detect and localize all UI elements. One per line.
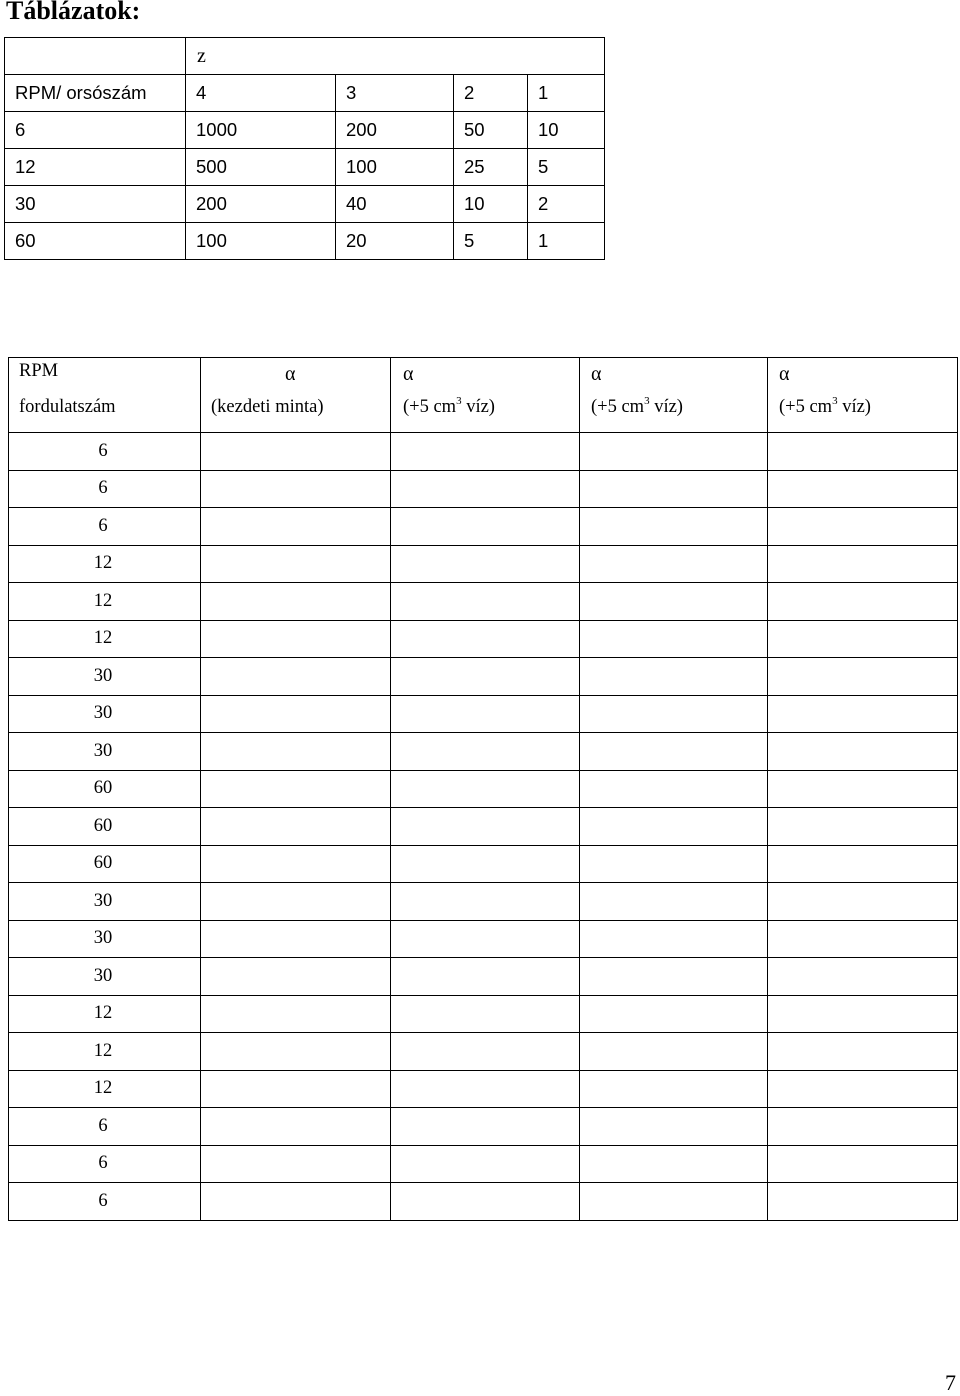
rpm-header [9, 358, 201, 433]
table-cell: 5 [528, 149, 605, 186]
table-cell: 10 [454, 186, 528, 223]
column-sublabel [403, 397, 495, 418]
table-row [9, 808, 958, 846]
alpha-entry-cell[interactable] [580, 620, 768, 658]
alpha-entry-cell[interactable] [768, 770, 958, 808]
table-row [9, 508, 958, 546]
table-row [9, 1145, 958, 1183]
alpha-entry-cell[interactable] [768, 1183, 958, 1221]
column-sublabel [591, 397, 683, 418]
alpha-entry-cell[interactable] [391, 808, 580, 846]
table-cell: 10 [528, 112, 605, 149]
alpha-entry-cell[interactable] [580, 883, 768, 921]
sublabel-suffix: víz) [649, 397, 683, 417]
rpm-value-cell: 6 [9, 433, 201, 471]
rpm-value-cell: 6 [9, 1145, 201, 1183]
measurement-table [8, 357, 958, 1221]
rpm-value-cell: 30 [9, 883, 201, 921]
table-row [9, 1108, 958, 1146]
alpha-entry-cell[interactable] [201, 808, 391, 846]
alpha-entry-cell[interactable] [768, 620, 958, 658]
table-cell: 5 [454, 223, 528, 260]
table-cell: 6 [5, 112, 186, 149]
sublabel-superscript: 3 [832, 395, 838, 407]
alpha-entry-cell[interactable] [580, 470, 768, 508]
alpha-entry-cell[interactable] [201, 658, 391, 696]
section-title: Táblázatok: [6, 0, 141, 25]
table-cell: 200 [336, 112, 454, 149]
alpha-entry-cell[interactable] [201, 1033, 391, 1071]
alpha-entry-cell[interactable] [580, 958, 768, 996]
alpha-entry-cell[interactable] [201, 883, 391, 921]
alpha-entry-cell[interactable] [201, 470, 391, 508]
alpha-entry-cell[interactable] [580, 695, 768, 733]
alpha-entry-cell[interactable] [768, 1033, 958, 1071]
alpha-symbol: α [403, 363, 414, 385]
sublabel-superscript: 3 [456, 395, 462, 407]
alpha-entry-cell[interactable] [768, 995, 958, 1033]
alpha-entry-cell[interactable] [580, 545, 768, 583]
table-cell: 1 [528, 223, 605, 260]
alpha-entry-cell[interactable] [768, 508, 958, 546]
rpm-label: RPM [19, 361, 59, 381]
rpm-value-cell: 30 [9, 695, 201, 733]
alpha-entry-cell[interactable] [391, 1108, 580, 1146]
alpha-entry-cell[interactable] [391, 920, 580, 958]
alpha-entry-cell[interactable] [768, 1145, 958, 1183]
sublabel-prefix: (+5 cm [403, 397, 457, 417]
rpm-spindle-table [4, 37, 605, 260]
alpha-entry-cell[interactable] [768, 470, 958, 508]
rpm-value-cell: 6 [9, 470, 201, 508]
table-cell: 30 [5, 186, 186, 223]
alpha-entry-cell[interactable] [391, 508, 580, 546]
column-sublabel [779, 397, 871, 418]
rpm-value-cell: 12 [9, 583, 201, 621]
alpha-entry-cell[interactable] [768, 958, 958, 996]
table-cell: 4 [186, 75, 336, 112]
alpha-entry-cell[interactable] [391, 1145, 580, 1183]
alpha-entry-cell[interactable] [580, 808, 768, 846]
alpha-entry-cell[interactable] [391, 658, 580, 696]
alpha-entry-cell[interactable] [580, 433, 768, 471]
table-cell: 500 [186, 149, 336, 186]
table-row [9, 695, 958, 733]
alpha-entry-cell[interactable] [201, 733, 391, 771]
table-row [5, 149, 605, 186]
alpha-entry-cell[interactable] [391, 545, 580, 583]
alpha-entry-cell[interactable] [201, 1108, 391, 1146]
rpm-value-cell: 12 [9, 545, 201, 583]
table-row [9, 995, 958, 1033]
table-row [9, 470, 958, 508]
alpha-entry-cell[interactable] [391, 1033, 580, 1071]
table-cell [5, 38, 186, 75]
alpha-entry-cell[interactable] [580, 1033, 768, 1071]
rpm-value-cell: 60 [9, 845, 201, 883]
alpha-entry-cell[interactable] [580, 583, 768, 621]
alpha-entry-cell[interactable] [201, 545, 391, 583]
z-header: z [186, 38, 605, 75]
alpha-entry-cell[interactable] [768, 658, 958, 696]
alpha-symbol: α [285, 363, 296, 385]
alpha-entry-cell[interactable] [391, 1183, 580, 1221]
table-header-row [9, 358, 958, 433]
table-cell: 200 [186, 186, 336, 223]
table-cell: 100 [186, 223, 336, 260]
alpha-entry-cell[interactable] [580, 658, 768, 696]
table-cell: 40 [336, 186, 454, 223]
table-row [9, 433, 958, 471]
alpha-entry-cell[interactable] [768, 433, 958, 471]
alpha-entry-cell[interactable] [768, 883, 958, 921]
alpha-entry-cell[interactable] [580, 1070, 768, 1108]
table-cell: 20 [336, 223, 454, 260]
table-row [9, 545, 958, 583]
alpha-entry-cell[interactable] [201, 1145, 391, 1183]
table-cell: 25 [454, 149, 528, 186]
table-cell: RPM/ orsószám [5, 75, 186, 112]
table-cell: 60 [5, 223, 186, 260]
alpha-entry-cell[interactable] [201, 770, 391, 808]
table-cell: 12 [5, 149, 186, 186]
table-cell: 1 [528, 75, 605, 112]
alpha-entry-cell[interactable] [580, 733, 768, 771]
alpha-entry-cell[interactable] [201, 508, 391, 546]
alpha-entry-cell[interactable] [391, 470, 580, 508]
alpha-header-water [580, 358, 768, 433]
table-cell: 3 [336, 75, 454, 112]
alpha-entry-cell[interactable] [201, 958, 391, 996]
alpha-entry-cell[interactable] [391, 845, 580, 883]
alpha-entry-cell[interactable] [201, 433, 391, 471]
sublabel-suffix: víz) [461, 397, 495, 417]
table-row [5, 75, 605, 112]
alpha-entry-cell[interactable] [768, 733, 958, 771]
rpm-value-cell: 6 [9, 1108, 201, 1146]
table-cell: 100 [336, 149, 454, 186]
table-row [5, 223, 605, 260]
table-row [9, 1033, 958, 1071]
alpha-entry-cell[interactable] [580, 920, 768, 958]
table-row [9, 658, 958, 696]
rpm-value-cell: 30 [9, 920, 201, 958]
alpha-entry-cell[interactable] [580, 1145, 768, 1183]
alpha-entry-cell[interactable] [768, 1108, 958, 1146]
table-row [9, 958, 958, 996]
table-row [9, 620, 958, 658]
rpm-value-cell: 30 [9, 958, 201, 996]
sublabel-prefix: (+5 cm [779, 397, 833, 417]
alpha-entry-cell[interactable] [201, 1183, 391, 1221]
sublabel-prefix: (+5 cm [591, 397, 645, 417]
alpha-entry-cell[interactable] [391, 583, 580, 621]
alpha-entry-cell[interactable] [391, 883, 580, 921]
alpha-entry-cell[interactable] [201, 695, 391, 733]
alpha-entry-cell[interactable] [580, 995, 768, 1033]
column-sublabel: (kezdeti minta) [211, 397, 324, 417]
rpm-value-cell: 12 [9, 995, 201, 1033]
table-row [5, 186, 605, 223]
table-cell: 1000 [186, 112, 336, 149]
rpm-value-cell: 6 [9, 508, 201, 546]
alpha-entry-cell[interactable] [768, 808, 958, 846]
alpha-entry-cell[interactable] [201, 845, 391, 883]
alpha-entry-cell[interactable] [580, 770, 768, 808]
alpha-entry-cell[interactable] [391, 695, 580, 733]
rpm-value-cell: 12 [9, 1033, 201, 1071]
alpha-symbol: α [779, 363, 790, 385]
rpm-value-cell: 6 [9, 1183, 201, 1221]
alpha-entry-cell[interactable] [768, 583, 958, 621]
alpha-entry-cell[interactable] [768, 545, 958, 583]
rpm-value-cell: 60 [9, 770, 201, 808]
alpha-entry-cell[interactable] [391, 620, 580, 658]
alpha-entry-cell[interactable] [580, 1183, 768, 1221]
table-cell: 50 [454, 112, 528, 149]
sublabel-superscript: 3 [644, 395, 650, 407]
alpha-entry-cell[interactable] [768, 845, 958, 883]
table-cell: 2 [454, 75, 528, 112]
alpha-entry-cell[interactable] [768, 1070, 958, 1108]
table-row [5, 38, 605, 75]
rpm-value-cell: 60 [9, 808, 201, 846]
rpm-sublabel: fordulatszám [19, 397, 116, 417]
rpm-value-cell: 30 [9, 658, 201, 696]
alpha-header-water [768, 358, 958, 433]
alpha-entry-cell[interactable] [580, 1108, 768, 1146]
alpha-entry-cell[interactable] [391, 770, 580, 808]
table-row [9, 1183, 958, 1221]
table-row [9, 920, 958, 958]
alpha-header-water [391, 358, 580, 433]
table-cell: 2 [528, 186, 605, 223]
alpha-entry-cell[interactable] [201, 1070, 391, 1108]
table-row [9, 845, 958, 883]
table-row [9, 1070, 958, 1108]
rpm-value-cell: 30 [9, 733, 201, 771]
alpha-entry-cell[interactable] [391, 958, 580, 996]
rpm-value-cell: 12 [9, 620, 201, 658]
alpha-entry-cell[interactable] [391, 433, 580, 471]
alpha-entry-cell[interactable] [201, 583, 391, 621]
page-number: 7 [945, 1370, 956, 1395]
alpha-entry-cell[interactable] [391, 1070, 580, 1108]
alpha-entry-cell[interactable] [768, 920, 958, 958]
table-row [9, 583, 958, 621]
alpha-entry-cell[interactable] [580, 508, 768, 546]
sublabel-suffix: víz) [837, 397, 871, 417]
alpha-entry-cell[interactable] [768, 695, 958, 733]
alpha-entry-cell[interactable] [391, 995, 580, 1033]
alpha-entry-cell[interactable] [580, 845, 768, 883]
table-row [9, 770, 958, 808]
table-row [5, 112, 605, 149]
alpha-entry-cell[interactable] [391, 733, 580, 771]
rpm-value-cell: 12 [9, 1070, 201, 1108]
alpha-header-initial [201, 358, 391, 433]
alpha-entry-cell[interactable] [201, 620, 391, 658]
alpha-entry-cell[interactable] [201, 995, 391, 1033]
table-row [9, 733, 958, 771]
alpha-symbol: α [591, 363, 602, 385]
alpha-entry-cell[interactable] [201, 920, 391, 958]
table-row [9, 883, 958, 921]
